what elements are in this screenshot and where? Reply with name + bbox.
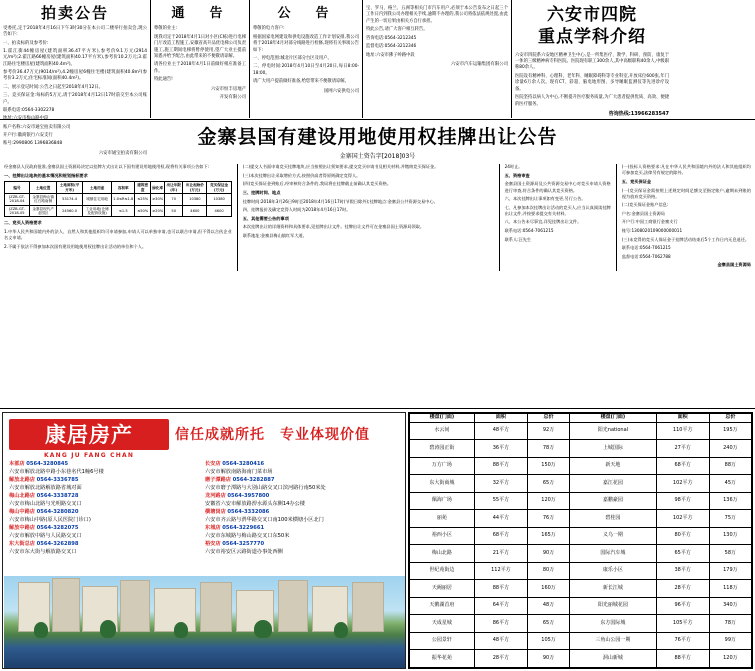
land-c4-p6: 开户行:中国工商银行金寨支行 <box>621 219 678 225</box>
branch-phone: 0564-3280845 <box>26 461 69 467</box>
tonggao-signature-2: 开发有限公司 <box>219 95 246 101</box>
cell: 碧涛园正街 <box>410 440 475 458</box>
cell: 102平方 <box>656 510 709 528</box>
cell: 88平方 <box>474 580 527 598</box>
branch-name: 裕安店 <box>205 541 221 547</box>
cell: 洞山新城 <box>570 650 656 668</box>
table-row <box>410 510 752 528</box>
cell: 65万 <box>527 615 569 633</box>
th-3: 土地用途 <box>82 182 111 194</box>
cell: 义乌一期 <box>570 527 656 545</box>
land-c3-p1: 24时止。 <box>504 164 523 170</box>
tree-shape <box>100 620 116 638</box>
agency-ad-photo <box>4 576 406 668</box>
cell: 80平方 <box>656 527 709 545</box>
hospital-ad-title-line1: 六安市四院 <box>547 5 637 25</box>
cell: 新长江城 <box>570 580 656 598</box>
building-shape <box>52 578 80 632</box>
cell: 102平方 <box>656 475 709 493</box>
cell: ≥20% <box>151 205 165 217</box>
auction-notice-p2: 一、拍卖标的及参考价: <box>3 40 49 46</box>
branch-phone: 0564-3282075 <box>36 525 79 531</box>
land-parcel-table <box>4 181 232 217</box>
auction-notice-bank: 开户行:徽商银行六安支行 <box>3 133 53 138</box>
tree-shape <box>254 620 272 638</box>
cell: 150万 <box>527 457 569 475</box>
agency-slogan: 信任成就所托 专业体现价值 <box>175 427 370 443</box>
agency-branch-col-right <box>205 461 401 557</box>
cell: 75万 <box>709 510 751 528</box>
branch-phone: 0564-3280416 <box>222 461 265 467</box>
table-row <box>410 492 752 510</box>
cell: 45万 <box>709 475 751 493</box>
building-shape <box>278 580 308 632</box>
th-7: 出让年限(年) <box>166 183 181 192</box>
property-price-table <box>409 413 752 668</box>
cell: 康乐小区 <box>570 562 656 580</box>
gonggao-p5: 请广大用户提前做好准备,给您带来不便敬请谅解。 <box>253 79 349 85</box>
cell: 28平方 <box>656 580 709 598</box>
cell: 120万 <box>527 492 569 510</box>
branch-name: 长安店 <box>205 461 221 467</box>
list-item <box>9 477 201 484</box>
hospital-ad-title-line2: 重点学科介绍 <box>538 27 646 48</box>
list-item <box>205 493 397 500</box>
realestate-agency-ad <box>2 412 406 669</box>
auction-notice-address: 地址:六安市梅山路中段 <box>3 116 49 122</box>
table-row <box>410 545 752 563</box>
cell: 10380 <box>207 194 231 206</box>
cell: 88平方 <box>656 650 709 668</box>
cell: 112平方 <box>474 562 527 580</box>
land-c4-p5: 户名:金寨县国土资源局 <box>621 210 665 216</box>
branch-name: 梅山北路店 <box>9 493 35 499</box>
cell: 120万 <box>709 650 751 668</box>
cell: 98平方 <box>656 492 709 510</box>
transport-p3: 咨询电话:0564-3212345 <box>366 35 417 41</box>
cell: 36平方 <box>474 440 527 458</box>
land-c4-p2: 五、竞买保证金 <box>621 178 652 184</box>
list-item <box>9 509 201 516</box>
tonggao-p3: 请各位业主于2018年4月1日前做好相应准备工作。 <box>154 62 246 74</box>
gonggao-column <box>250 0 362 118</box>
th-9: 竞买保证金(万元) <box>207 182 231 194</box>
branch-phone: 0564-3336785 <box>36 477 79 483</box>
branch-address: 六安市裕安区云路街道办事处西侧 <box>205 549 283 555</box>
transport-p1: 宝、罗马、格兰、五洲等相关门市汽车用户,必须于本公告发布之日起三个工作日内到我公司办理相关手续,逾期不办理的,我公司将依法依规处置,由此产生的一切后果由相关方自行承担。 <box>366 6 508 24</box>
table-row <box>410 615 752 633</box>
tree-shape <box>174 622 188 638</box>
land-notice-col-1 <box>4 164 237 271</box>
cell: 70 <box>165 194 183 206</box>
hospital-p1: 六安市四院系六安地区精神卫生中心,是一所集医疗、教学、科研、预防、康复于一体的三级精神病专科医院。医院现有职工300余人,其中高级职称40余人,中级职称80余人。 <box>515 52 669 71</box>
auction-notice-contact: 联系电话:0564-3302278 <box>3 107 55 113</box>
col-header-project-left: 楼盘(门面) <box>410 414 475 423</box>
cell: JZZB-GT-2018-04 <box>5 194 30 206</box>
cell: 105平方 <box>656 615 709 633</box>
branch-phone: 0564-3257770 <box>222 541 265 547</box>
land-c3-p4: 六、本次挂牌出让事项如有变更,另行公告。 <box>504 196 586 202</box>
table-row <box>410 422 752 440</box>
col-header-area-right: 面积 <box>656 414 709 423</box>
cell: 裕西小区 <box>410 527 475 545</box>
cell: 嘉鹏豪园 <box>570 492 656 510</box>
cell: 东方国际城 <box>570 615 656 633</box>
land-c3-p2: 五、资格审查 <box>504 172 530 178</box>
cell: 99万 <box>709 632 751 650</box>
table-row <box>410 440 752 458</box>
cell: 公园景轩 <box>410 632 475 650</box>
th-5: 建筑密度 <box>135 182 151 194</box>
auction-notice-sub3: 三、竞买保证金:每标的5万元,请于2018年4月12日17时前交至本公司账户。 <box>3 93 147 105</box>
auction-notice-spec: 参考价36.47万元(9014/m²),4.2幢房屋6幢住宅楼(建筑面积40.8m²)参考价3.2万元;住宅标准间(面积40.4m²)。 <box>3 70 147 82</box>
cell: 城镇住宅用地 <box>82 194 111 206</box>
land-notice-number: 金寨国土资告字[2018]03号 <box>339 152 416 160</box>
cell: 1.0≤R≤1.8 <box>112 194 135 206</box>
agency-logo-en: KANG JU FANG CHAN <box>43 452 135 460</box>
cell: 24560.0 <box>57 205 83 217</box>
table-row <box>410 597 752 615</box>
cell: 万方广场 <box>410 457 475 475</box>
building-shape <box>200 582 232 632</box>
cell: 28平方 <box>474 650 527 668</box>
col-header-price-right: 总价 <box>709 414 751 423</box>
land-c4-p4: (二)竞买保证金账户信息: <box>621 202 669 208</box>
cell: 88万 <box>709 457 751 475</box>
th-1: 土地位置 <box>30 182 57 194</box>
cell: 国际汽车城 <box>570 545 656 563</box>
land-c4-p3: (一)竞买保证金需按照上述规定时间足额交至指定账户,逾期未到账的视为放弃竞买资格。 <box>621 187 751 199</box>
cell: 90万 <box>527 545 569 563</box>
cell: 65万 <box>527 475 569 493</box>
branch-address: 六安市梅山中路(原人民医院门诊口) <box>9 517 91 523</box>
tonggao-p4: 特此通告! <box>154 77 173 83</box>
gonggao-title: 公 告 <box>277 6 335 21</box>
bottom-section <box>0 410 755 671</box>
list-item <box>205 525 397 532</box>
land-c2-p9: 联系地址:金寨县梅山镇红军大道。 <box>242 233 307 238</box>
cell: 阳光national <box>570 422 656 440</box>
cell: 金寨县梅山镇红石路南侧 <box>30 194 57 206</box>
cell: 38平方 <box>656 562 709 580</box>
list-item <box>9 541 201 548</box>
cell: 78万 <box>527 440 569 458</box>
branch-address: 六安市解放北路解放路省城对面 <box>9 485 82 491</box>
cell: ≤50% <box>135 205 151 217</box>
cell: 64平方 <box>474 597 527 615</box>
col-header-price-left: 总价 <box>527 414 569 423</box>
cell: 碧桂园 <box>570 510 656 528</box>
branch-name: 东大街总店 <box>9 541 35 547</box>
agency-logo <box>9 419 169 460</box>
cell: 新天地 <box>570 457 656 475</box>
auction-notice-account: 账号:2990806 1396836848 <box>3 141 63 147</box>
cell: 48平方 <box>474 422 527 440</box>
land-c3-p3: 金寨县国土资源局及公共资源交易中心对竞买申请人资格进行审查,符合条件的确认其竞买资格。 <box>504 181 611 193</box>
table-header-row <box>410 414 752 423</box>
transport-notice-column <box>363 0 511 118</box>
cell: 梅山北路 <box>410 545 475 563</box>
cell: 195万 <box>709 422 751 440</box>
cell: ≥30% <box>151 194 165 206</box>
cell: 10380 <box>183 194 207 206</box>
list-item <box>9 525 201 532</box>
gonggao-p1: 尊敬的电力客户: <box>253 26 285 32</box>
gonggao-signature: 国网六安供电公司 <box>323 88 359 94</box>
cell: 丽苑 <box>410 510 475 528</box>
th-6: 绿化率 <box>151 182 165 194</box>
branch-phone: 0564-3262898 <box>36 541 79 547</box>
cell: 工业用地(仓储及配套设施) <box>82 205 111 217</box>
cell: 天鹅湖首府 <box>410 597 475 615</box>
land-c2-p4: 三、挂牌时间、地点 <box>242 190 281 196</box>
th-0: 编号 <box>5 182 30 194</box>
cell: 阳光丽城花园 <box>570 597 656 615</box>
hospital-ad-column <box>512 0 672 118</box>
table-row <box>410 475 752 493</box>
land-c2-p7: 五、其他需要公告的事项 <box>242 215 289 221</box>
branch-phone: 0564-3957800 <box>227 493 270 499</box>
branch-address: 六安市齐云路与淠华路交叉口南100米横塘小区北门 <box>205 517 324 523</box>
agency-logo-cn: 康居房产 <box>9 419 169 450</box>
agency-branch-list <box>9 461 401 557</box>
table-row <box>410 527 752 545</box>
col-header-project-right: 楼盘(门面) <box>570 414 656 423</box>
land-c2-p3: (四)竞买保证金到账后,经审核符合条件的,我局将在挂牌截止前确认其竞买资格。 <box>242 181 392 187</box>
th-2: 土地面积(平方米) <box>57 182 83 194</box>
tonggao-p1: 尊敬的业主: <box>154 26 177 32</box>
branch-name: 横塘岗店 <box>205 509 226 515</box>
cell: 160万 <box>527 580 569 598</box>
cell: 110平方 <box>656 422 709 440</box>
cell: 天成星城 <box>410 615 475 633</box>
hospital-phone <box>515 111 669 117</box>
tonggao-column <box>151 0 249 118</box>
cell: 76平方 <box>656 632 709 650</box>
cell: 4600 <box>183 205 207 217</box>
land-c2-p6: 四、挂牌报价及确定竞得人时间为2018年4月16日17时。 <box>242 207 351 213</box>
list-item <box>205 461 397 468</box>
land-c2-p2: (三)本次挂牌出让采取增价方式,按照价高者得原则确定竞得人。 <box>242 172 361 178</box>
table-row <box>410 457 752 475</box>
tree-shape <box>34 622 48 638</box>
cell: 130万 <box>709 527 751 545</box>
auction-notice-p1: 受委托,定于2018年4月16日下午3时30分在本公司二楼举行拍卖会,现公告如下: <box>3 25 147 38</box>
cell: 天阙丽居 <box>410 580 475 598</box>
land-c1-note2: 1.中华人民共和国境内外的法人、自然人和其他组织均可申请参加,申请人可以单独申请,也可以联合申请,但不得以合伙企业名义申请。 <box>4 228 232 240</box>
table-row <box>410 632 752 650</box>
cell: 58万 <box>709 545 751 563</box>
branch-phone: 0564-3338728 <box>36 493 79 499</box>
agency-branch-col-left <box>9 461 205 557</box>
land-c3-p5: 七、凡参加本次挂牌出让活动的竞买人,应当认真阅读挂牌出让文件,并按要求提交有关材料。 <box>504 204 611 216</box>
land-c2-p5: 挂牌时间:2018年3月26日9时至2018年4月16日17时(节假日除外);挂牌地点:金寨县公共资源交易中心。 <box>242 198 438 204</box>
cell: 86平方 <box>474 615 527 633</box>
cell: 48万 <box>527 597 569 615</box>
tonggao-p2: 现我司定于2018年4月1日对小区(C栋)进行电梯门厅改造工程施工,安徽省高升品优电梯公司负责施工,施工期间电梯将暂停使用,望广大业主提前知悉并给予配合,由此带来的不便敬请谅解。 <box>154 34 246 59</box>
tree-shape <box>334 622 348 638</box>
branch-name: 龙河路店 <box>205 493 226 499</box>
branch-address: 六安市磨子潭路与大别山路交叉口滨河路行南50米处 <box>205 485 326 491</box>
gonggao-p3: 一、停电范围:城北片区部分台区及用户。 <box>253 56 332 61</box>
branch-name: 磨子潭路店 <box>205 477 231 483</box>
branch-phone: 0564-3229661 <box>222 525 265 531</box>
cell: 68平方 <box>474 527 527 545</box>
cell: 44平方 <box>474 510 527 528</box>
hospital-phone-label: 咨询热线: <box>608 111 631 117</box>
branch-address: 六安市东城路与梅山路交叉口东50米 <box>205 533 290 539</box>
cell: 340万 <box>709 597 751 615</box>
building-shape <box>352 582 384 632</box>
cell: 105万 <box>527 632 569 650</box>
cell: 三角山公园一期 <box>570 632 656 650</box>
cell: 50 <box>165 205 183 217</box>
auction-notice-p3: 1.霍江街44幢房屋(建筑面积36.47平方米),参考价9.1万元(2914元/m²);2.霍江路66幢房屋(建筑面积40.17平方米),参考价10.2万元;3.霍江路住宅楼房屋(建筑面积40.4m²)。 <box>3 48 147 67</box>
cell: 金寨县现代产业园区 <box>30 205 57 217</box>
branch-address: 六安市解放南路海南门菜市场 <box>205 469 273 475</box>
land-c1-p2: 一、挂牌出让地块的基本情况和规划指标要求 <box>4 172 88 178</box>
branch-phone: 0564-3280820 <box>36 509 79 515</box>
land-c3-p8: 联系人:汪先生 <box>504 236 532 242</box>
land-auction-notice <box>0 119 755 409</box>
land-c3-p7: 联系电话:0564-7061215 <box>504 228 554 233</box>
cell: 48平方 <box>474 632 527 650</box>
branch-phone: 0564-3282887 <box>232 477 275 483</box>
list-item <box>9 461 201 468</box>
land-c1-note3: 2.不属于依法不得参加本次国有建设用地使用权挂牌出让活动的单位和个人。 <box>4 243 147 249</box>
land-c1-note1: 二、竞买人资格要求 <box>4 220 42 226</box>
building-shape <box>120 580 150 632</box>
cell: 32平方 <box>474 475 527 493</box>
land-c4-p9: 联系电话:0564-7061215 <box>621 245 671 251</box>
auction-notice-signature: 六安市通宝拍卖有限公司 <box>98 150 147 156</box>
list-item <box>205 541 397 548</box>
cell: 78万 <box>709 615 751 633</box>
branch-address: 六安市解放中路与人民路交叉口 <box>9 533 82 539</box>
cell: 21平方 <box>474 545 527 563</box>
table-header-row <box>5 182 232 194</box>
cell: 76万 <box>527 510 569 528</box>
cell: 165万 <box>527 527 569 545</box>
branch-name: 解放中路店 <box>9 525 35 531</box>
cell: 136万 <box>709 492 751 510</box>
cell: 92万 <box>527 422 569 440</box>
cell: 水云间 <box>410 422 475 440</box>
land-c4-p1: (一)投标人资格要求:凡在中华人民共和国境内外的法人和其他组织均可参加竞买,法律另有规定的除外。 <box>621 164 751 176</box>
transport-p2: 特此公告,请广大客户相互转告。 <box>366 27 428 33</box>
land-c2-p1: (二)提交人书面申请竞买挂牌地块,应当按照出让须知要求,提交竞买申请书及相关材料,并缴纳竞买保证金。 <box>242 164 439 170</box>
cell: 嘉江花园 <box>570 475 656 493</box>
cell: 55平方 <box>474 492 527 510</box>
tonggao-signature-1: 六安市恒丰房地产 <box>210 86 246 92</box>
cell: 90万 <box>527 650 569 668</box>
gonggao-p2: 根据国家电网建设和供电设施改造工作计划安排,我公司将于2018年4月对部分线路进行检修,现将有关事项公告如下: <box>253 34 359 53</box>
cell: 80万 <box>527 562 569 580</box>
land-notice-signature: 金寨县国土资源局 <box>717 262 751 268</box>
cell: JZZB-GT-2018-05 <box>5 205 30 217</box>
land-notice-col-2 <box>237 164 499 271</box>
property-price-table-wrapper <box>408 412 753 669</box>
table-row <box>410 650 752 668</box>
cell: 53174.4 <box>57 194 83 206</box>
th-4: 容积率 <box>112 182 135 194</box>
th-8: 出让起始价(万元) <box>183 182 207 194</box>
branch-address: 六安市梅山北路与光明路交叉口 <box>9 501 82 507</box>
land-c4-p7: 账号:1308020109000000011 <box>621 228 683 233</box>
branch-name: 东城店 <box>205 525 221 531</box>
auction-notice-title: 拍卖公告 <box>40 4 109 22</box>
cell: 96平方 <box>656 597 709 615</box>
auction-notice-sub2: 二、展示登记时间:公告之日起至2018年4月12日。 <box>3 84 104 90</box>
table-row <box>410 580 752 598</box>
cell: 68平方 <box>656 457 709 475</box>
cell: 上城国际 <box>570 440 656 458</box>
land-c1-p1: 经金寨县人民政府批准,金寨县国土资源局决定以挂牌方式出让以下国有建设用地使用权,现将有关事项公告如下: <box>4 164 210 170</box>
gonggao-p4: 二、停电时间:2018年4月10日至4月20日,每日8:00-18:00。 <box>253 64 359 76</box>
land-notice-col-4 <box>616 164 751 271</box>
transport-p5: 地址:六安市佛子岭路中段 <box>366 52 415 58</box>
table-row <box>410 562 752 580</box>
branch-address: 安徽省六安市解放路淠水源头东侧14办公楼 <box>205 501 305 507</box>
cell: ≤25% <box>135 194 151 206</box>
hospital-p2: 医院设有精神科、心理科、老年科、睡眠障碍科等专业科室,开放床位600张,年门诊量6万余人次。现有CT、彩超、脑电地形图、多导睡眠监测仪等先进诊疗设备。 <box>515 73 669 92</box>
list-item <box>205 477 397 484</box>
branch-name: 本部店 <box>9 461 25 467</box>
land-notice-col-3 <box>499 164 616 271</box>
branch-name: 解放北路店 <box>9 477 35 483</box>
branch-phone: 0564-3332086 <box>227 509 270 515</box>
list-item <box>205 509 397 516</box>
property-price-table-body <box>410 422 752 667</box>
cell: 118万 <box>709 580 751 598</box>
cell: 179万 <box>709 562 751 580</box>
hospital-p3: 医院坚持以病人为中心,不断提升医疗服务质量,为广大患者提供优质、高效、便捷的医疗服务。 <box>515 95 669 107</box>
cell: 65平方 <box>656 545 709 563</box>
cell: 4600 <box>207 205 231 217</box>
auction-notice-column <box>0 0 150 156</box>
cell: ≤1.5 <box>112 205 135 217</box>
branch-name: 梅山中路店 <box>9 509 35 515</box>
cell: 振华花苑 <box>410 650 475 668</box>
col-header-area-left: 面积 <box>474 414 527 423</box>
land-c2-p8: 本次挂牌出让的详细资料和具体要求,见挂牌出让文件。挂牌出让文件可在金寨县国土资源局领取。 <box>242 224 425 230</box>
branch-address: 六安市解放北路中路小东巷名代1幢6号楼 <box>9 469 104 475</box>
land-c3-p6: 八、本公告未尽事宜,详见挂牌出让文件。 <box>504 219 582 225</box>
transport-p4: 监督电话:0564-3212346 <box>366 44 417 50</box>
land-notice-title: 金寨县国有建设用地使用权挂牌出让公告 <box>197 126 558 148</box>
table-row <box>5 205 232 217</box>
cell: 88平方 <box>474 457 527 475</box>
list-item <box>9 493 201 500</box>
cell: 240万 <box>709 440 751 458</box>
land-c4-p10: 监督电话:0564-7062788 <box>621 253 671 259</box>
branch-address: 六安市东大街与解放路交叉口 <box>9 549 77 555</box>
cell: 27平方 <box>656 440 709 458</box>
auction-notice-bank-name: 账户名称:六安市通宝拍卖有限公司 <box>3 124 71 130</box>
land-c4-p8: (三)未竞得的竞买人保证金于挂牌活动结束后5个工作日内无息退还。 <box>621 236 750 242</box>
cell: 佩海广场 <box>410 492 475 510</box>
cell: 世纪苑街边 <box>410 562 475 580</box>
table-row <box>5 194 232 206</box>
hospital-phone-number: 13966283547 <box>630 111 669 117</box>
transport-signature: 六安市汽车运输集团有限公司 <box>450 62 508 68</box>
tonggao-title: 通 告 <box>171 6 229 21</box>
cell: 东大街商城 <box>410 475 475 493</box>
